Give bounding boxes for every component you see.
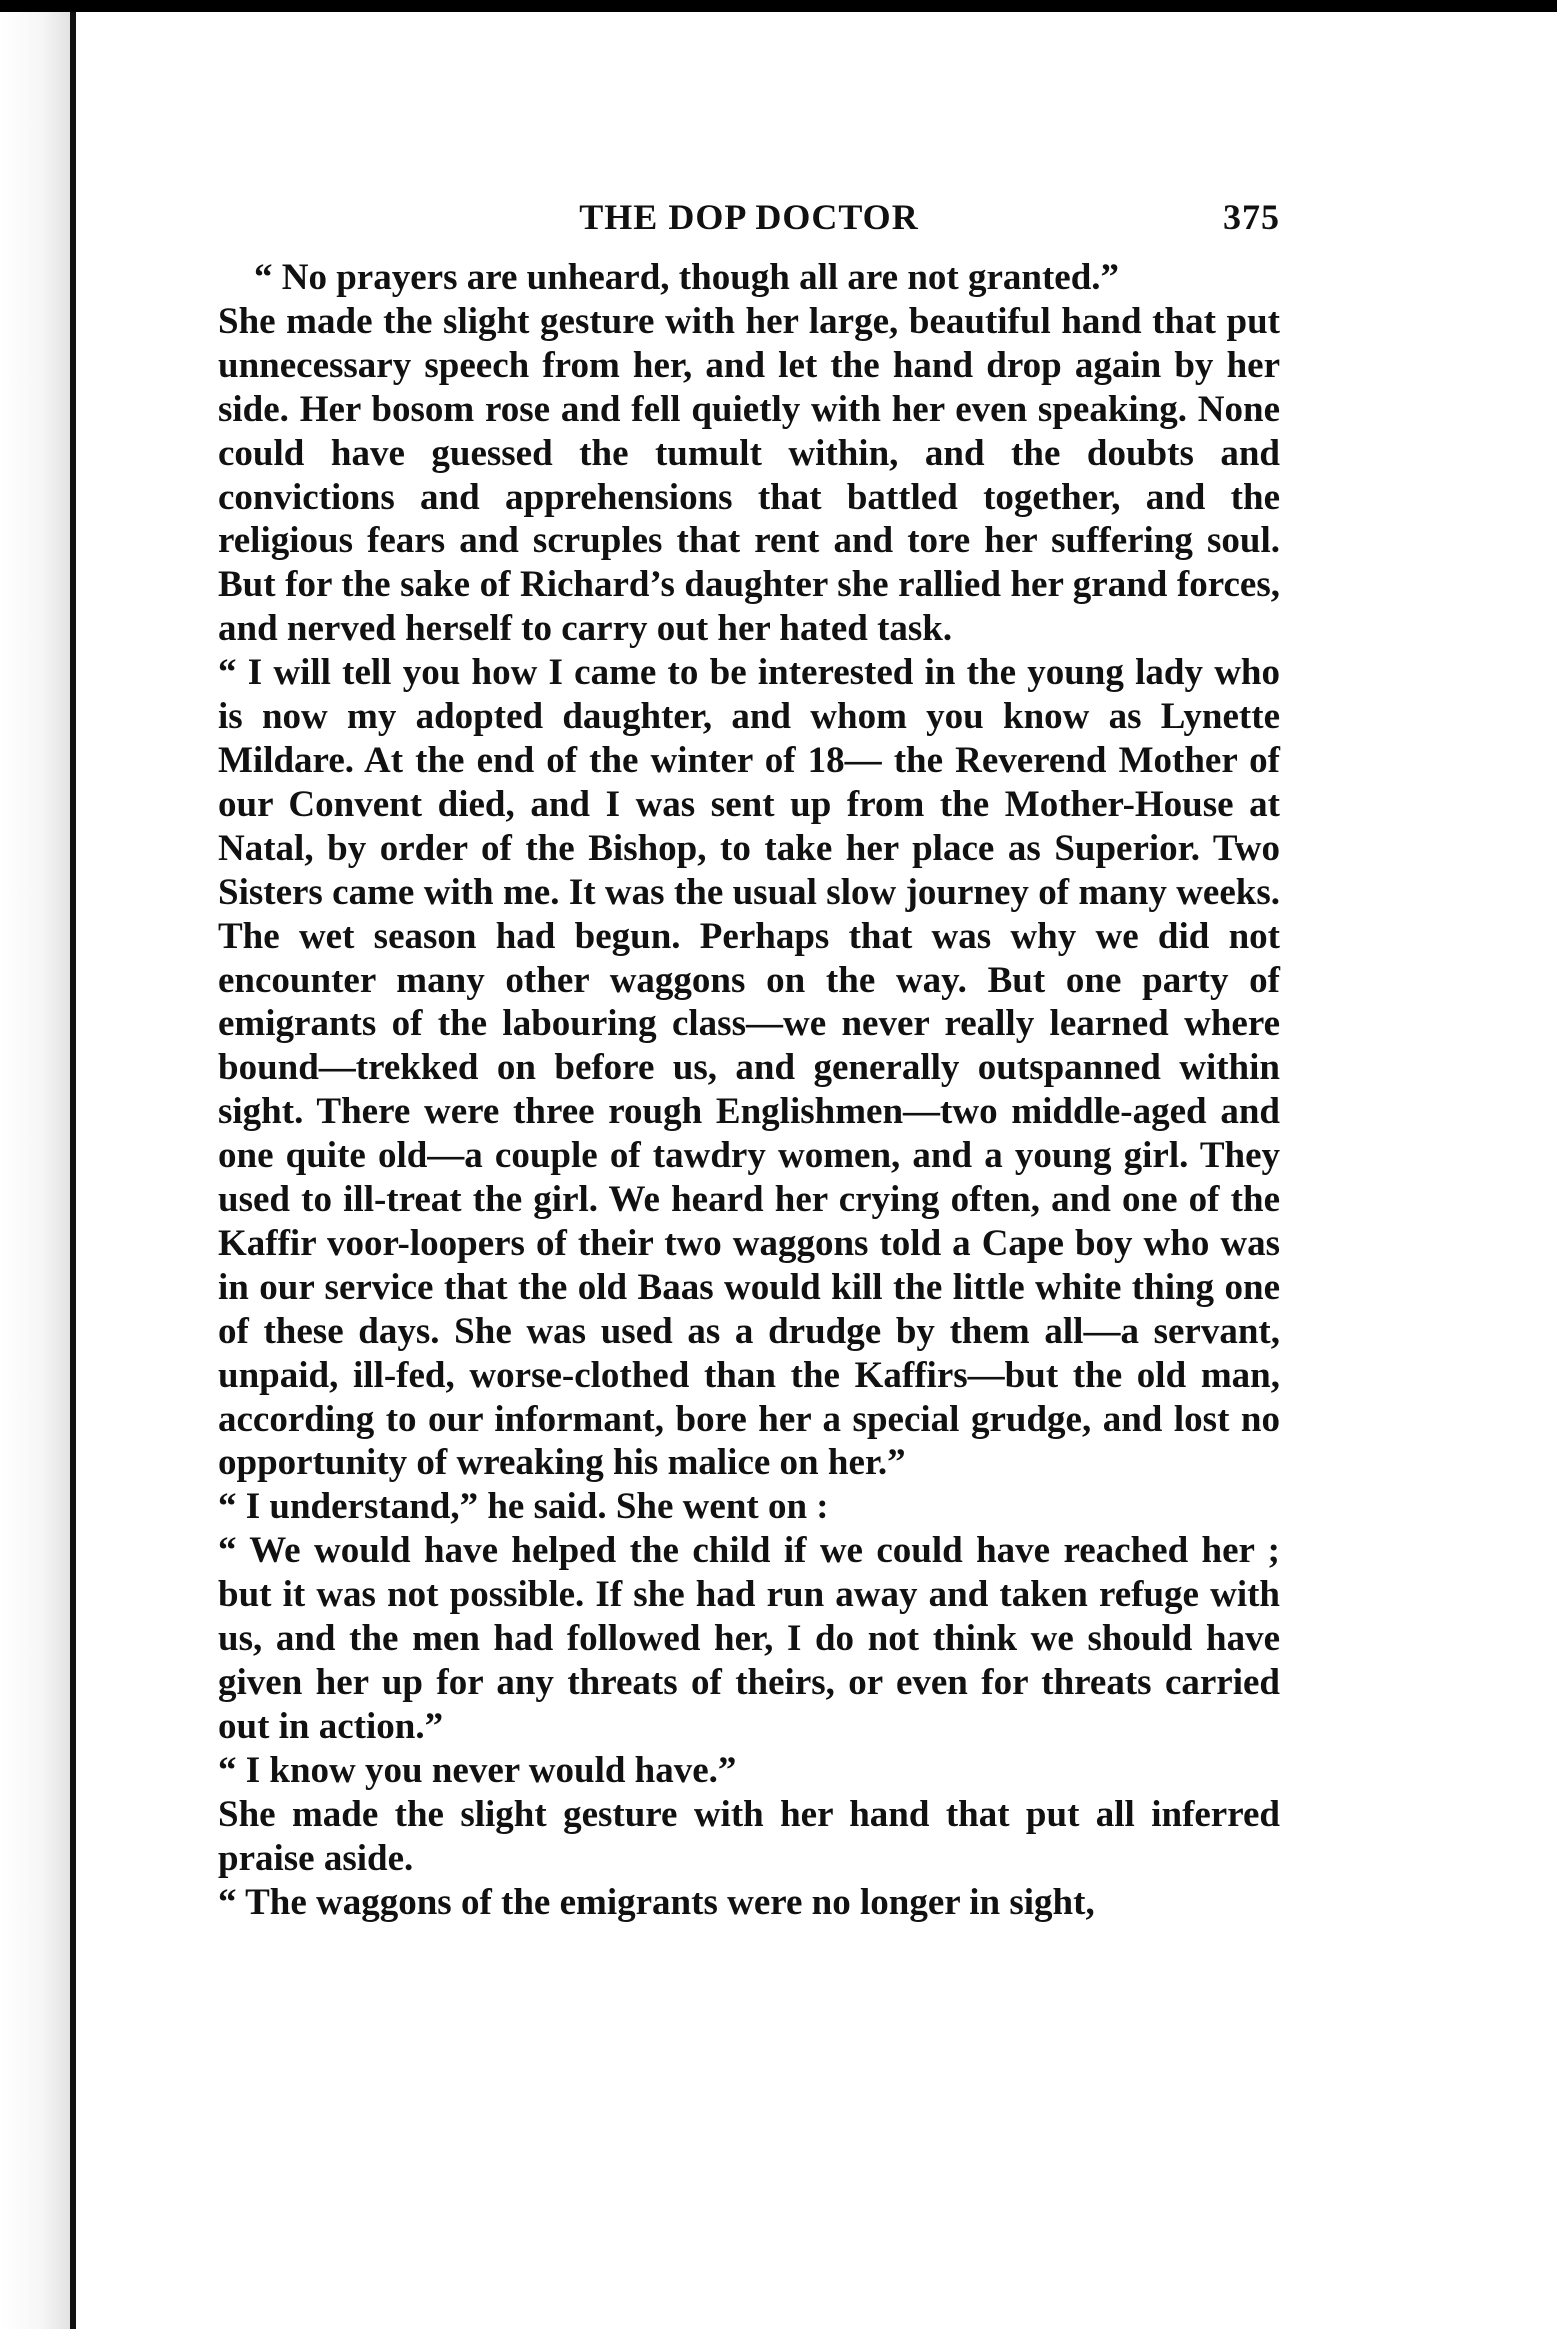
paragraph: “ No prayers are unheard, though all are not granted.”: [254, 257, 1120, 298]
paragraph: “ I know you never would have.”: [218, 1749, 737, 1791]
paragraph: “ We would have helped the child if we could have reached her ; but it was not possible. If she had run away and taken refuge with us, and the men had followed her, I do not think we should have given her up for any threats of theirs, or even for threats carried out in action.”: [218, 1530, 1280, 1747]
paragraph: “ The waggons of the emigrants were no longer in sight,: [218, 1881, 1095, 1923]
page-number: 375: [1223, 197, 1280, 237]
page-gutter: [0, 12, 70, 2329]
paragraph: “ I will tell you how I came to be interested in the young lady who is now my adopted daughter, and whom you know as Lynette Mildare. At the end of the winter of 18— the Reverend Mother of our Convent died, and I was sent up from the Mother-House at Natal, by order of the Bishop, to take her place as Superior. Two Sisters came with me. It was the usual slow journey of many weeks. The wet season had begun. Perhaps that was why we did not encounter many other waggons on the way. But one party of emigrants of the labouring class—we never really learned where bound—trekked on before us, and generally outspanned within sight. There were three rough Englishmen—two middle-aged and one quite old—a couple of tawdry women, and a young girl. They used to ill-treat the girl. We heard her crying often, and one of the Kaffir voor-loopers of their two waggons told a Cape boy who was in our service that the old Baas would kill the little white thing one of these days. She was used as a drudge by them all—a servant, unpaid, ill-fed, worse-clothed than the Kaffirs—but the old man, according to our informant, bore her a special grudge, and lost no opportunity of wreaking his malice on her.”: [218, 652, 1280, 1484]
running-head: [218, 196, 1280, 256]
paragraph: She made the slight gesture with her large, beautiful hand that put unnecessary speech from her, and let the hand drop again by her side. Her bosom rose and fell quietly with her even speaking. None could have guessed the tumult within, and the doubts and convictions and apprehensions that battled together, and the religious fears and scruples that rent and tore her suffering soul. But for the sake of Richard’s daughter she rallied her grand forces, and nerved herself to carry out her hated task.: [218, 300, 1280, 650]
paragraph: She made the slight gesture with her hand that put all inferred praise aside.: [218, 1793, 1280, 1879]
page-body: [218, 196, 1280, 1924]
binding-edge: [70, 12, 76, 2329]
paragraph: “ I understand,” he said. She went on :: [218, 1486, 829, 1528]
running-title: THE DOP DOCTOR: [579, 197, 919, 237]
scan-top-border: [0, 0, 1557, 12]
